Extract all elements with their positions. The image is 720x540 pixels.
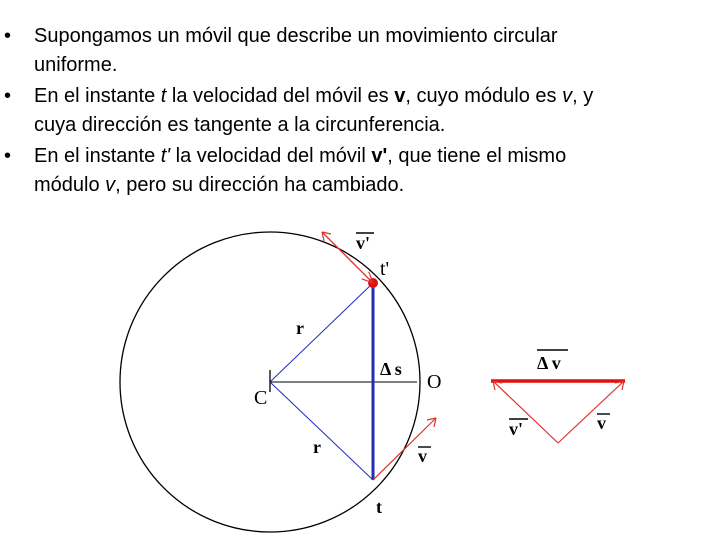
label-t-bottom: t — [376, 497, 382, 517]
text-segment: t' — [160, 145, 171, 167]
text-segment: uniforme. — [34, 54, 118, 76]
text-segment: , cuyo módulo es — [405, 85, 563, 107]
label-v-bottom: v — [418, 446, 427, 466]
label-t-prime: t' — [380, 258, 390, 280]
text-segment: En el instante — [34, 85, 161, 107]
label-r-lower: r — [313, 437, 321, 457]
text-segment: , pero su dirección ha cambiado. — [115, 174, 405, 196]
text-segment: v — [562, 85, 573, 107]
label-v-prime-top: v' — [356, 233, 371, 253]
text-segment: la velocidad del móvil — [170, 145, 372, 167]
v-prime-vector-stem — [493, 381, 558, 443]
label-delta-s: Δ s — [380, 359, 402, 379]
text-segment: módulo — [34, 174, 106, 196]
radius-lower — [270, 382, 373, 480]
bullet-icon: • — [4, 145, 12, 167]
bullet-icon: • — [4, 85, 12, 107]
label-r-upper: r — [296, 318, 304, 338]
text-segment: , que tiene el mismo — [387, 145, 567, 167]
text-segment: v — [105, 174, 116, 196]
v-vector-stem — [558, 381, 624, 443]
text-segment: v — [394, 85, 406, 107]
bullet-icon: • — [4, 25, 12, 47]
label-v-prime-vec: v' — [509, 419, 524, 439]
text-segment: v' — [371, 145, 388, 167]
radius-upper — [270, 283, 373, 382]
text-segment: la velocidad del móvil es — [166, 85, 395, 107]
text-segment: Supongamos un móvil que describe un movimiento circular — [34, 25, 558, 47]
label-v-vec: v — [597, 413, 606, 433]
text-segment: En el instante — [34, 145, 161, 167]
label-o: O — [427, 371, 442, 393]
label-c: C — [254, 387, 268, 409]
text-segment: cuya dirección es tangente a la circunferencia. — [34, 114, 446, 136]
text-segment: , y — [572, 85, 594, 107]
label-delta-v: Δ v — [537, 353, 561, 373]
text-segment: t — [160, 85, 167, 107]
